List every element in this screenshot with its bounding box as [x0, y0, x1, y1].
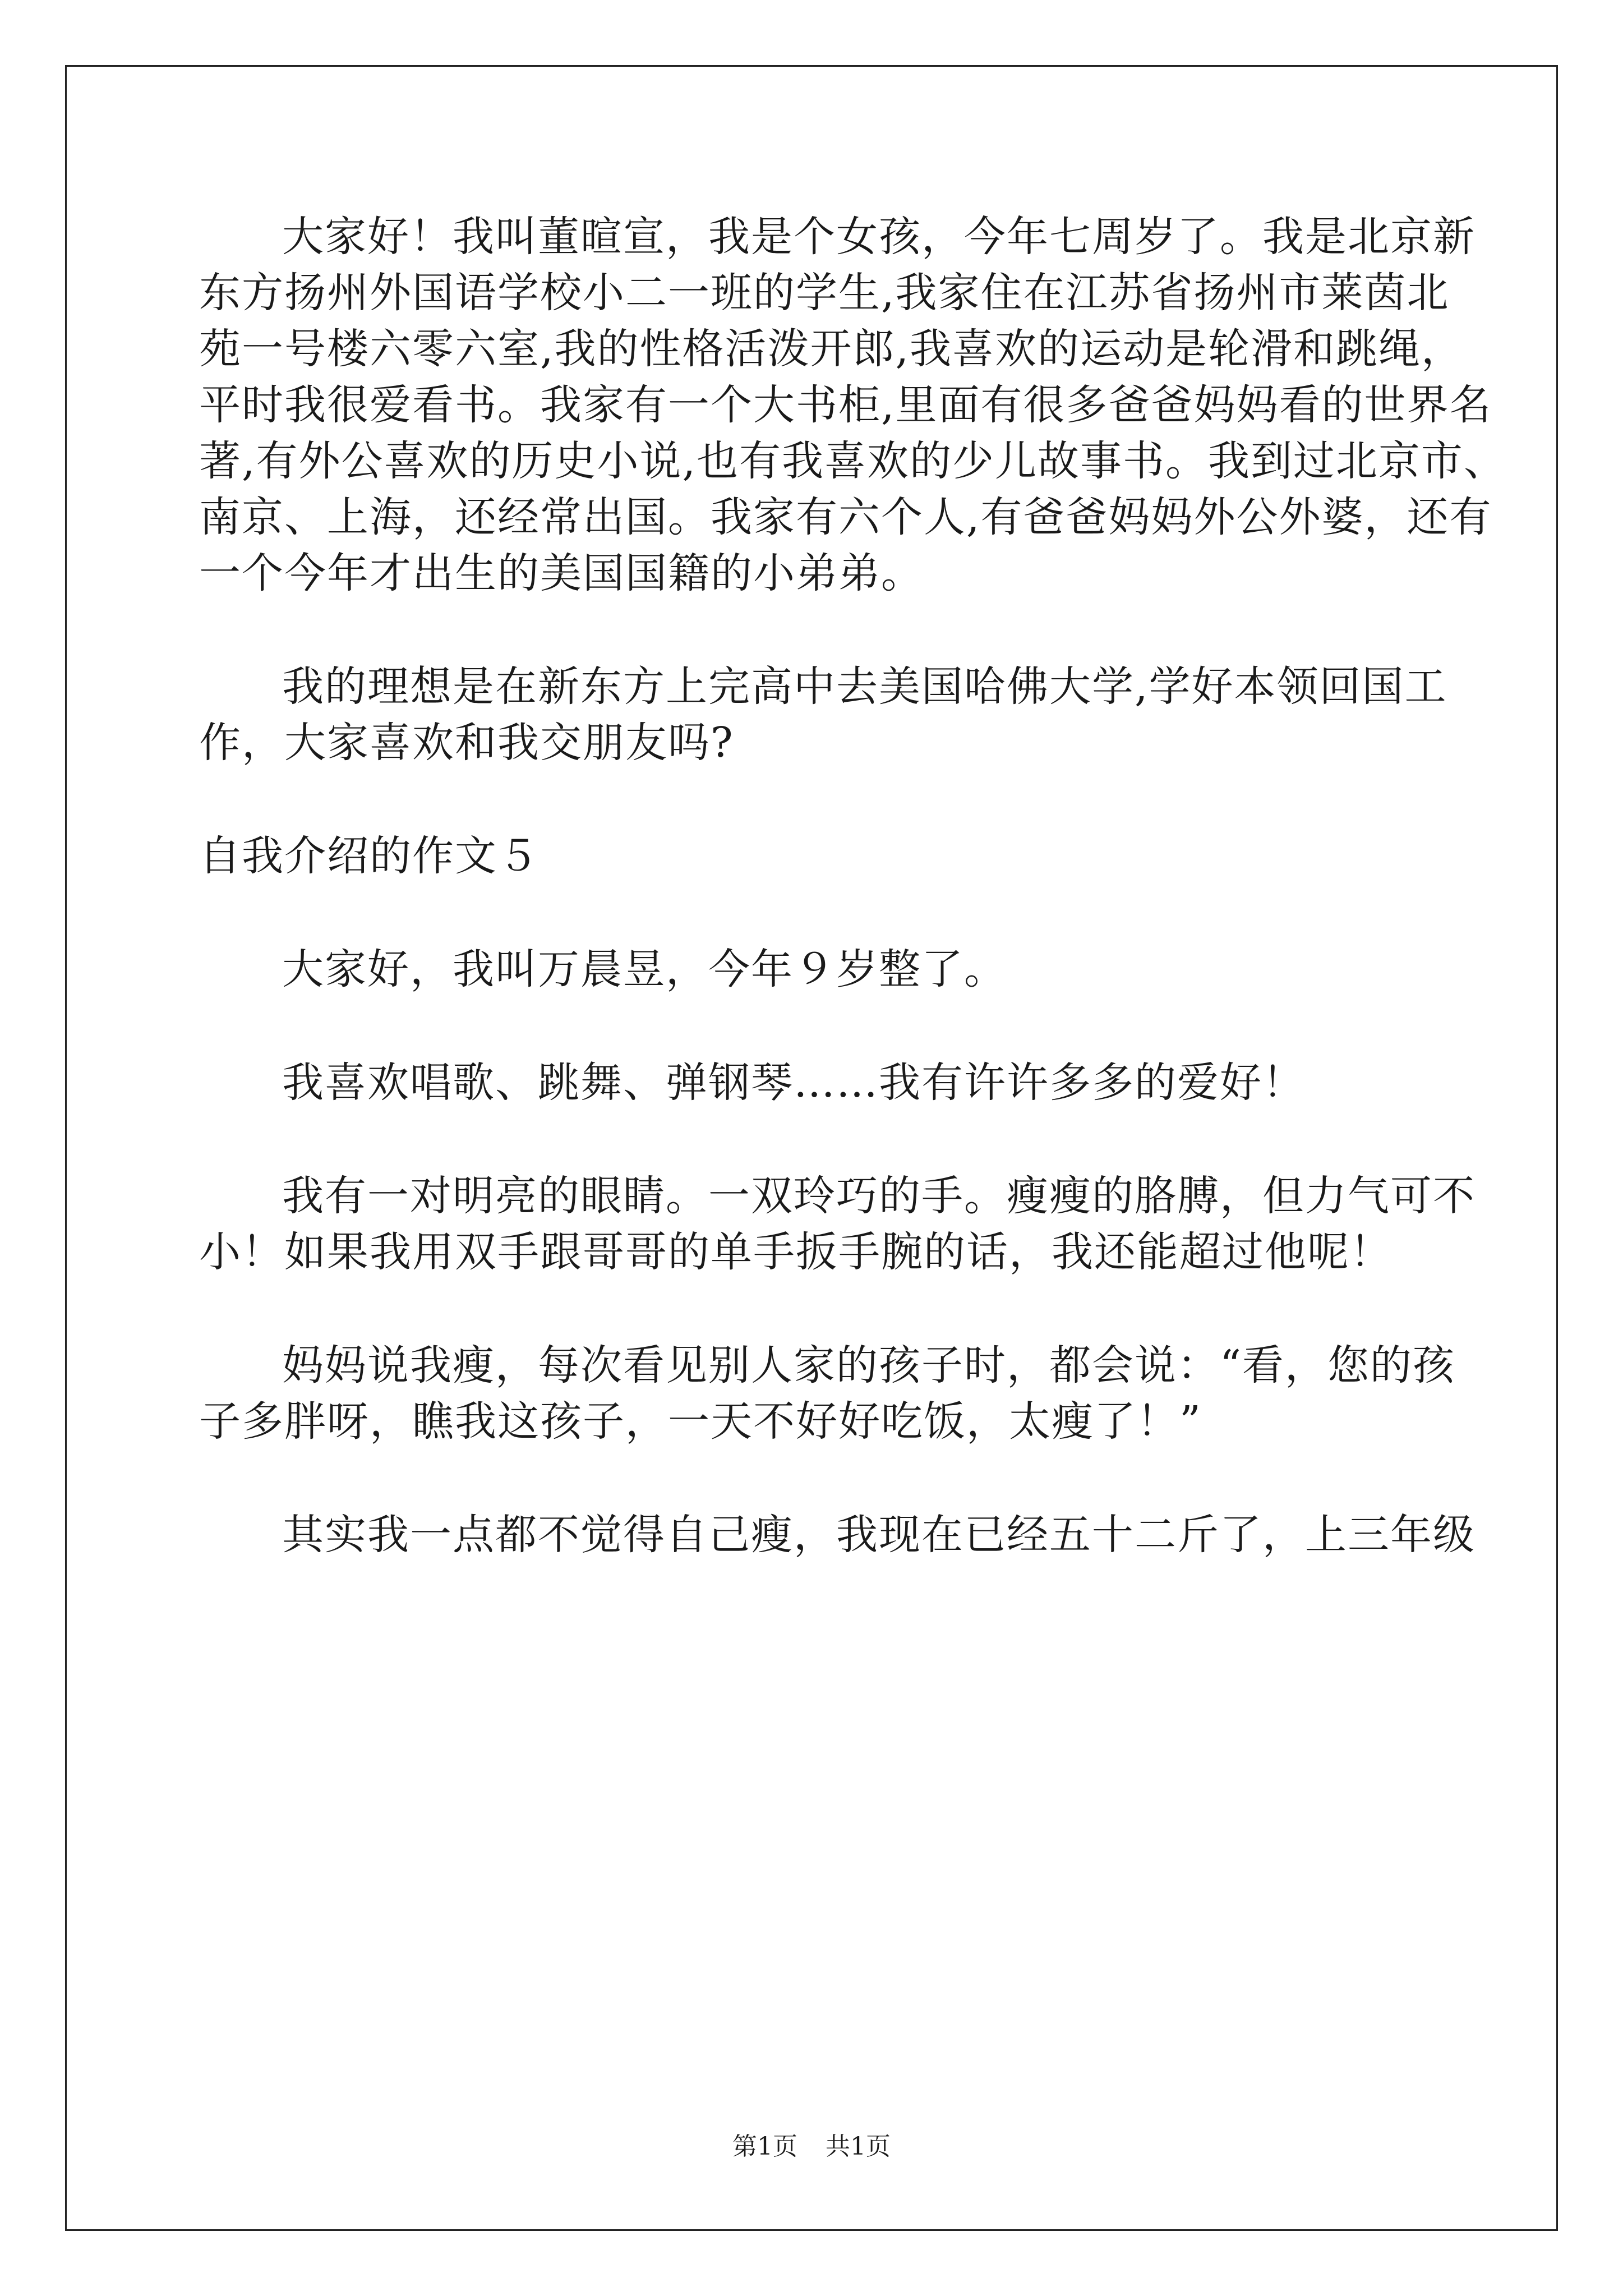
paragraph-line: 著,有外公喜欢的历史小说,也有我喜欢的少儿故事书。我到过北京市、 [199, 437, 1507, 485]
paragraph-line: 东方扬州外国语学校小二一班的学生,我家住在江苏省扬州市莱茵北 [199, 269, 1450, 317]
section-heading: 自我介绍的作文５ [199, 832, 540, 880]
paragraph-7 [199, 1507, 1476, 1563]
document-body [199, 209, 1507, 1563]
paragraph-line: 大家好！我叫董暄宣，我是个女孩，今年七周岁了。我是北京新 [282, 213, 1476, 261]
paragraph-line: 我有一对明亮的眼睛。一双玲巧的手。瘦瘦的胳膊，但力气可不 [282, 1172, 1476, 1220]
paragraph-line: 我喜欢唱歌、跳舞、弹钢琴……我有许许多多的爱好！ [282, 1059, 1305, 1107]
paragraph-line: 我的理想是在新东方上完高中去美国哈佛大学,学好本领回国工 [282, 662, 1447, 711]
page-number-current: 第1页 [732, 2132, 797, 2161]
paragraph-line: 小！如果我用双手跟哥哥的单手扳手腕的话，我还能超过他呢！ [199, 1228, 1393, 1276]
paragraph-line: 苑一号楼六零六室,我的性格活泼开郎,我喜欢的运动是轮滑和跳绳， [199, 325, 1464, 373]
paragraph-line: 平时我很爱看书。我家有一个大书柜,里面有很多爸爸妈妈看的世界名 [199, 381, 1492, 429]
paragraph-line: 大家好，我叫万晨昱，今年９岁整了。 [282, 945, 1007, 993]
paragraph-line: 妈妈说我瘦，每次看见别人家的孩子时，都会说：“看，您的孩 [282, 1341, 1455, 1389]
paragraph-4 [199, 1055, 1444, 1111]
paragraph-line: 作，大家喜欢和我交朋友吗? [199, 719, 734, 767]
paragraph-2 [199, 659, 1447, 771]
paragraph-3 [199, 941, 1444, 997]
page-number-total: 共1页 [826, 2132, 891, 2161]
paragraph-6 [199, 1337, 1455, 1450]
paragraph-line: 子多胖呀，瞧我这孩子，一天不好好吃饭，太瘦了！” [199, 1397, 1202, 1446]
paragraph-line: 其实我一点都不觉得自己瘦，我现在已经五十二斤了，上三年级 [282, 1511, 1476, 1559]
section-heading-wrap [199, 828, 1444, 884]
page-footer [0, 2130, 1623, 2164]
paragraph-5 [199, 1168, 1476, 1280]
paragraph-1 [199, 209, 1507, 601]
paragraph-line: 南京、上海，还经常出国。我家有六个人,有爸爸妈妈外公外婆，还有 [199, 493, 1492, 541]
paragraph-line: 一个今年才出生的美国国籍的小弟弟。 [199, 549, 924, 597]
